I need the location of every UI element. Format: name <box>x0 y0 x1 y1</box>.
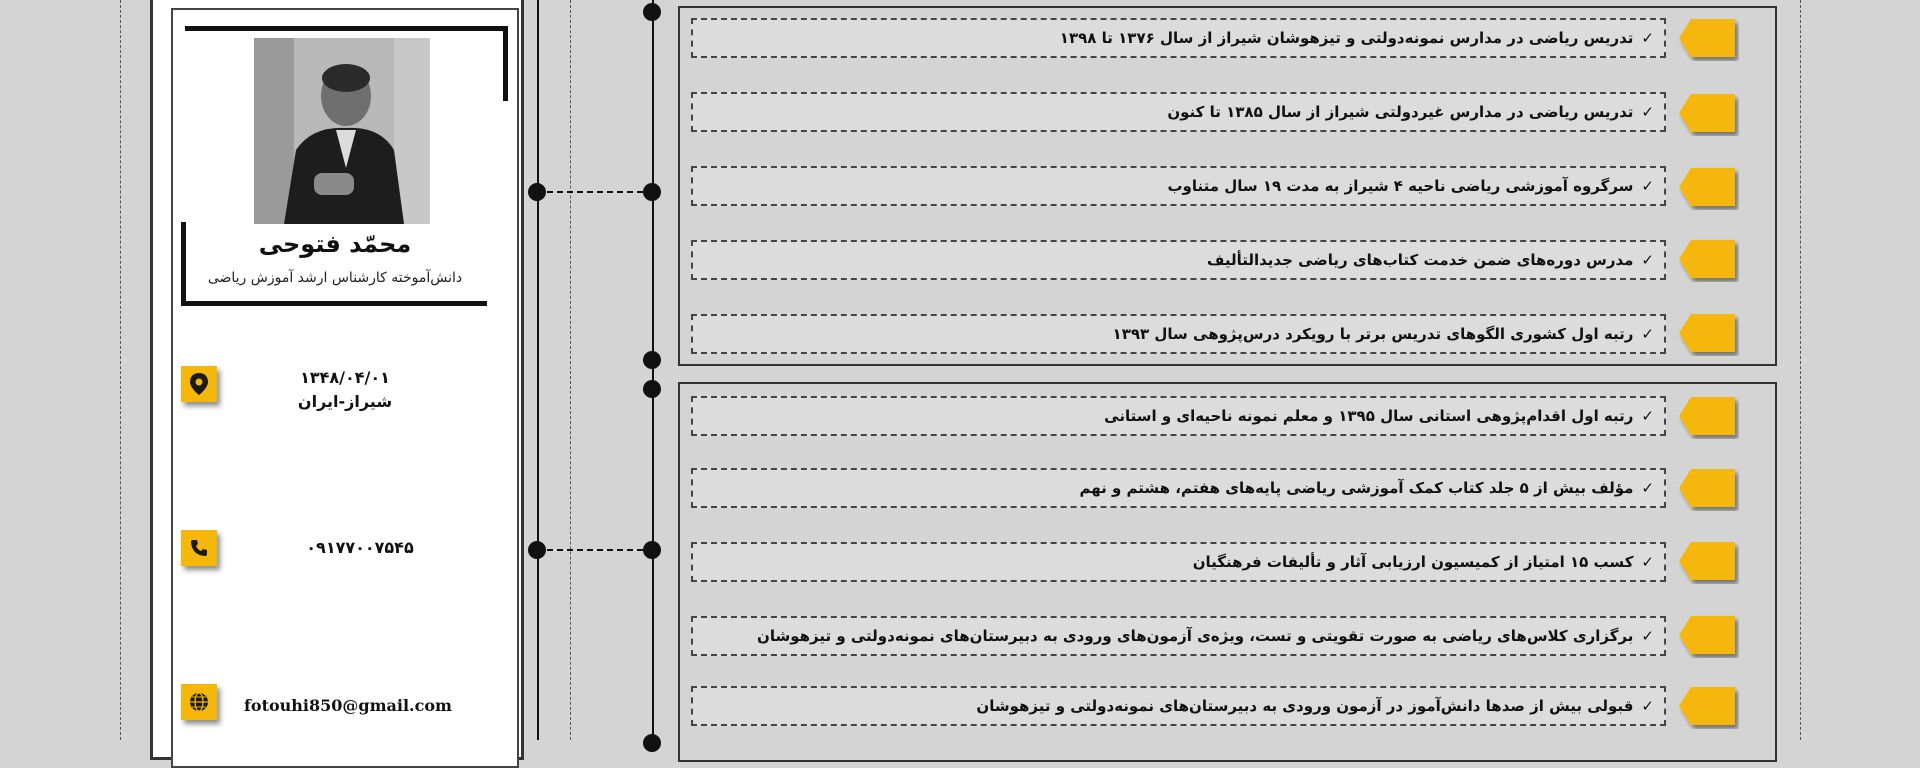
timeline-node <box>643 183 661 201</box>
map-pin-icon <box>181 366 217 402</box>
frame-divider <box>120 0 121 740</box>
phone-number[interactable]: ۰۹۱۷۷۰۰۷۵۴۵ <box>306 538 414 557</box>
achievement-item: ✓ برگزاری کلاس‌های ریاضی به صورت تقویتی و تست، ویژه‌ی آزمون‌های ورودی به دبیرستان‌های نمونه‌دولتی و تیزهوشان <box>691 616 1666 656</box>
achievement-item: ✓ رتبه اول اقدام‌پژوهی استانی سال ۱۳۹۵ و معلم نمونه ناحیه‌ای و استانی <box>691 396 1666 436</box>
timeline-node <box>528 183 546 201</box>
connector-line <box>537 549 653 551</box>
profile-title: دانش‌آموخته کارشناس ارشد آموزش ریاضی <box>207 270 463 286</box>
globe-icon <box>181 684 217 720</box>
profile-photo <box>254 38 430 224</box>
timeline-node <box>643 3 661 21</box>
email-address[interactable]: fotouhi850@gmail.com <box>244 696 452 715</box>
yellow-arrow-tag-icon <box>1677 15 1739 61</box>
timeline-node <box>643 351 661 369</box>
frame-divider <box>1800 0 1801 740</box>
yellow-arrow-tag-icon <box>1677 310 1739 356</box>
timeline-node <box>643 380 661 398</box>
profile-name: محمّد فتوحی <box>258 230 412 258</box>
achievement-item: ✓ تدریس ریاضی در مدارس نمونه‌دولتی و تیزهوشان شیراز از سال ۱۳۷۶ تا ۱۳۹۸ <box>691 18 1666 58</box>
connector-line <box>537 191 653 193</box>
yellow-arrow-tag-icon <box>1677 90 1739 136</box>
timeline-node <box>643 541 661 559</box>
achievement-item: ✓ کسب ۱۵ امتیاز از کمیسیون ارزیابی آثار و تألیفات فرهنگیان <box>691 542 1666 582</box>
achievement-item: ✓ رتبه اول کشوری الگوهای تدریس برتر با رویکرد درس‌پژوهی سال ۱۳۹۳ <box>691 314 1666 354</box>
birth-date: ۱۳۴۸/۰۴/۰۱ <box>300 368 390 387</box>
achievement-item: ✓ مؤلف بیش از ۵ جلد کتاب کمک آموزشی ریاضی پایه‌های هفتم، هشتم و نهم <box>691 468 1666 508</box>
frame-divider <box>570 0 571 740</box>
achievement-item: ✓ مدرس دوره‌های ضمن خدمت کتاب‌های ریاضی جدیدالتألیف <box>691 240 1666 280</box>
achievement-item: ✓ سرگروه آموزشی ریاضی ناحیه ۴ شیراز به مدت ۱۹ سال متناوب <box>691 166 1666 206</box>
yellow-arrow-tag-icon <box>1677 465 1739 511</box>
card-edge-line <box>537 0 539 740</box>
yellow-arrow-tag-icon <box>1677 236 1739 282</box>
person-photo-icon <box>254 38 430 224</box>
yellow-arrow-tag-icon <box>1677 538 1739 584</box>
achievement-item: ✓ تدریس ریاضی در مدارس غیردولتی شیراز از سال ۱۳۸۵ تا کنون <box>691 92 1666 132</box>
location-text: شیراز-ایران <box>297 392 393 411</box>
achievement-item: ✓ قبولی بیش از صدها دانش‌آموز در آزمون ورودی به دبیرستان‌های نمونه‌دولتی و تیزهوشان <box>691 686 1666 726</box>
phone-icon <box>181 530 217 566</box>
yellow-arrow-tag-icon <box>1677 164 1739 210</box>
timeline-node <box>643 734 661 752</box>
timeline-node <box>528 541 546 559</box>
yellow-arrow-tag-icon <box>1677 683 1739 729</box>
yellow-arrow-tag-icon <box>1677 612 1739 658</box>
timeline-line <box>652 0 654 740</box>
yellow-arrow-tag-icon <box>1677 393 1739 439</box>
